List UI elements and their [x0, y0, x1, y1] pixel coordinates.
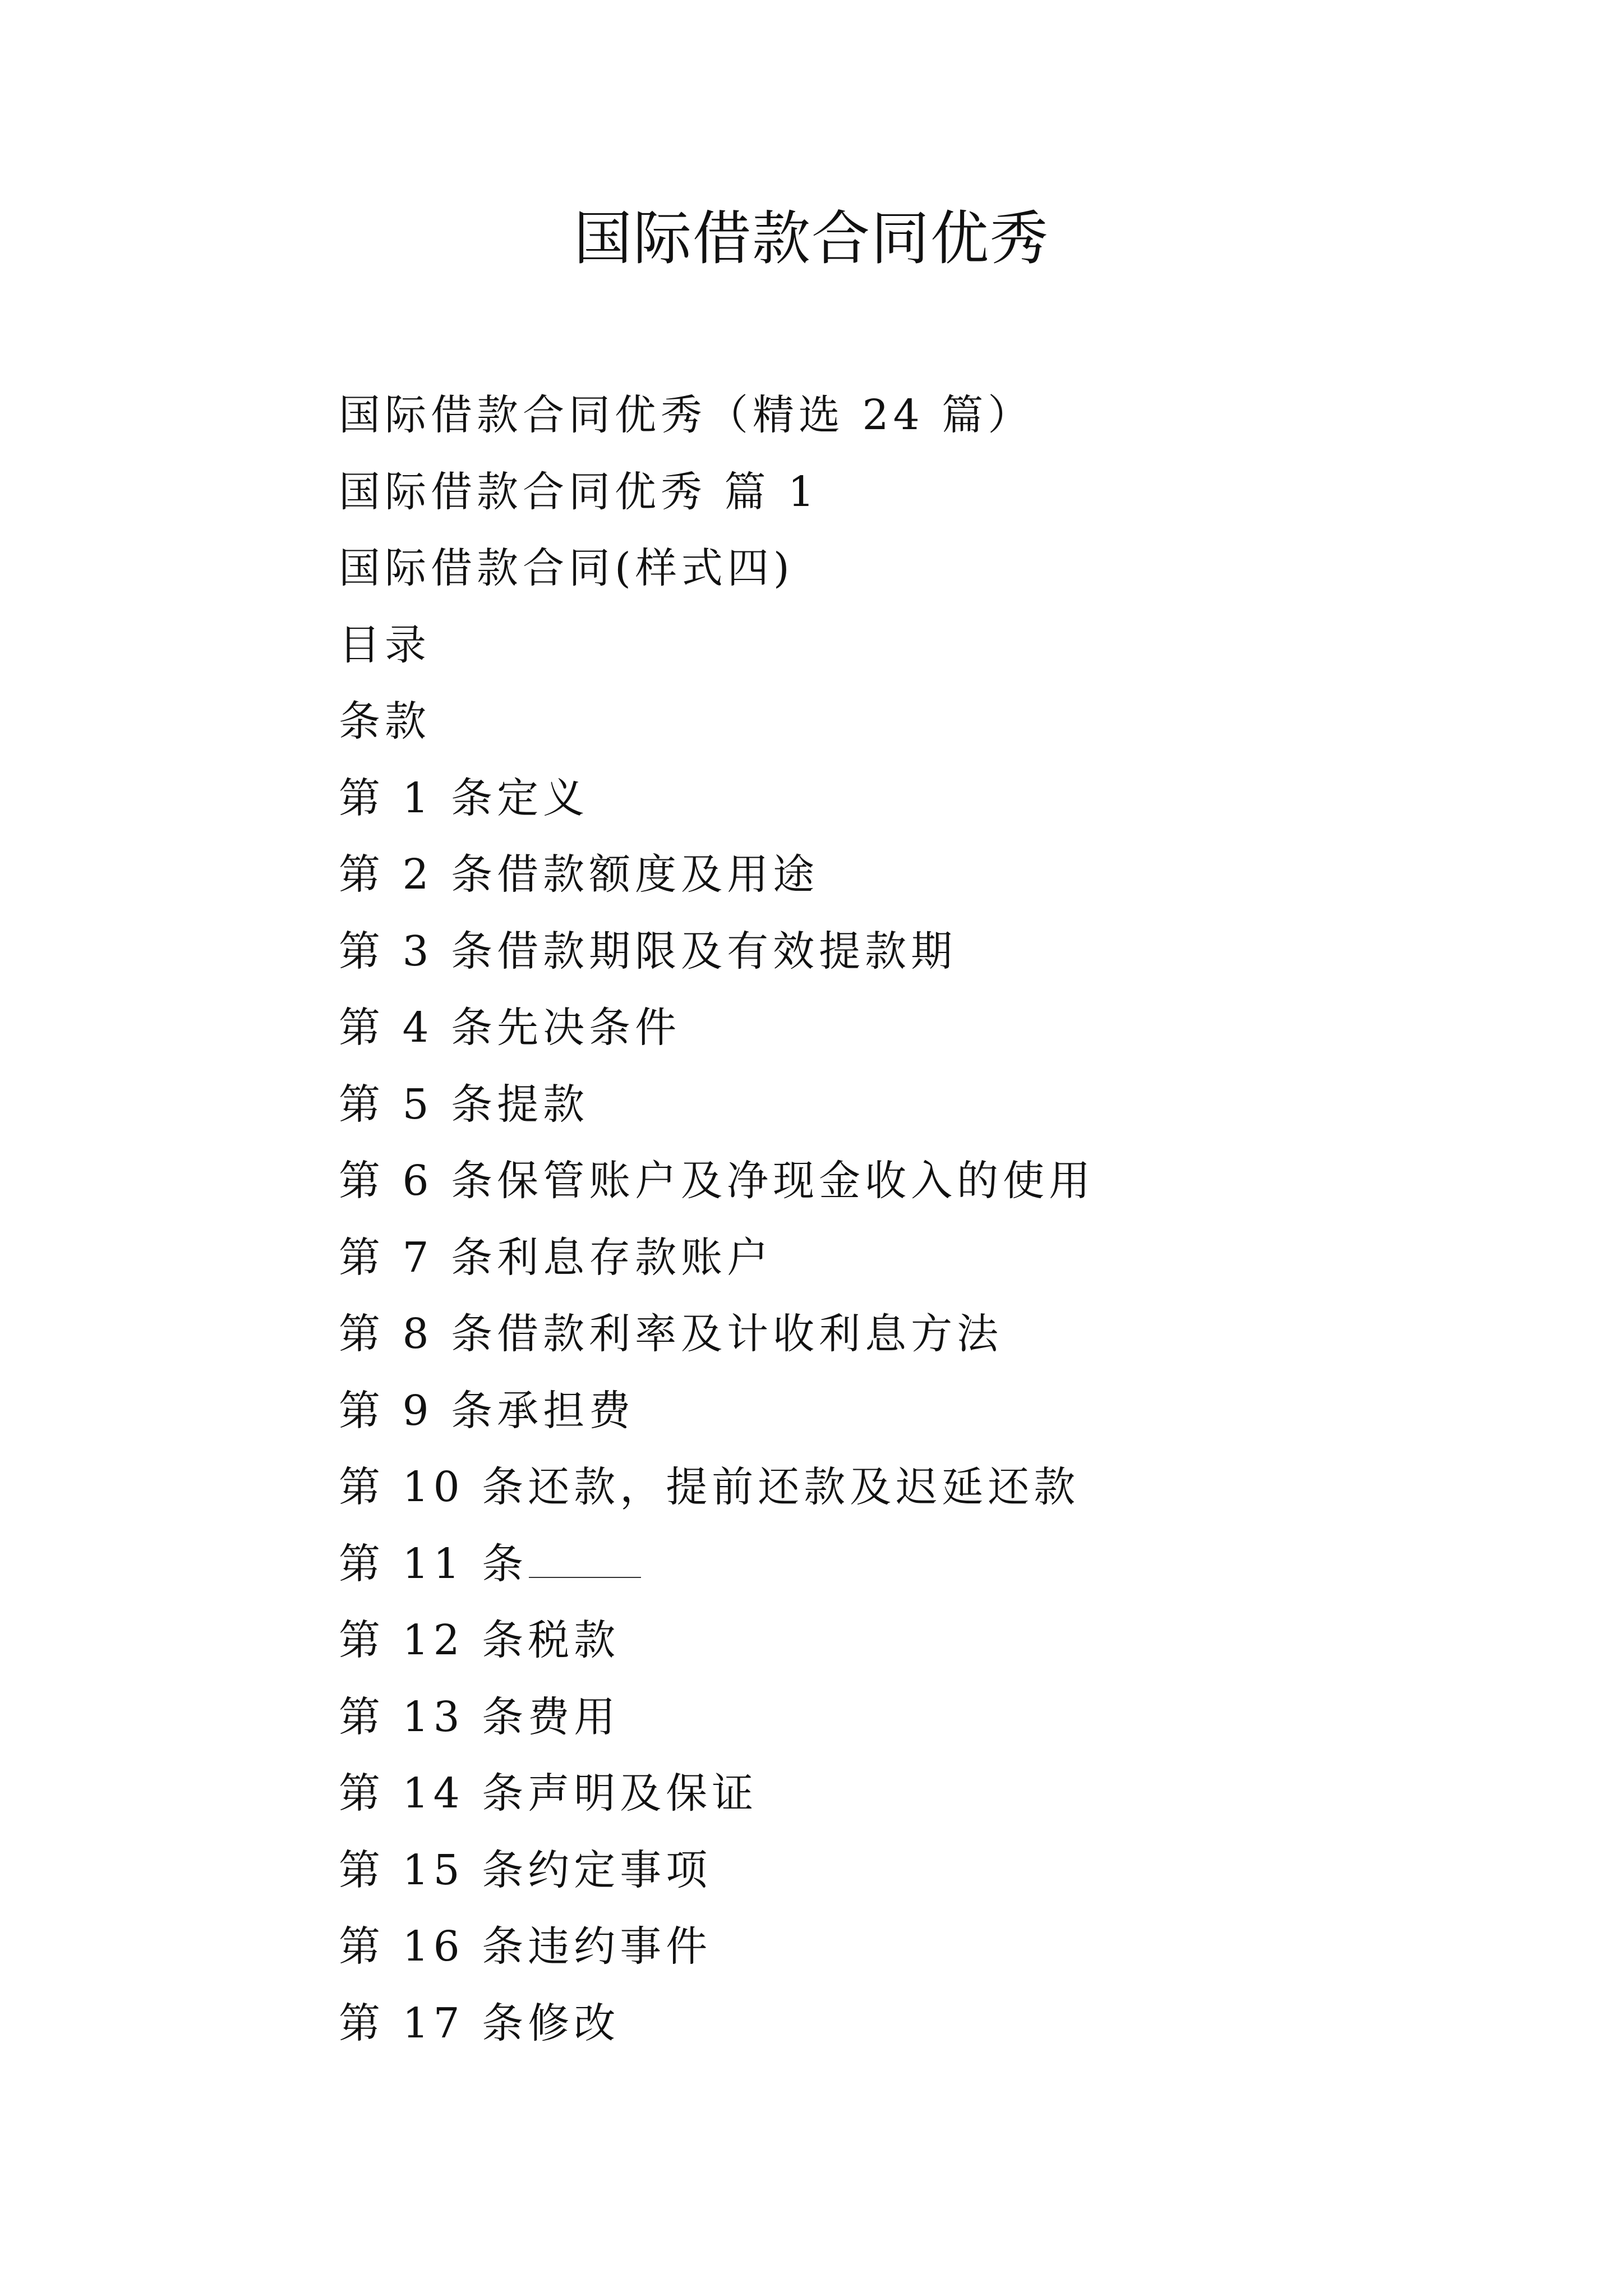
- section-heading: 国际借款合同优秀 篇 1: [339, 467, 819, 516]
- toc-item-article-10: 第 10 条还款，提前还款及迟延还款: [339, 1463, 1080, 1511]
- toc-item-article-7: 第 7 条利息存款账户: [339, 1233, 773, 1282]
- clauses-heading: 条款: [339, 697, 431, 746]
- toc-item-article-1: 第 1 条定义: [339, 774, 589, 822]
- toc-item-article-15: 第 15 条约定事项: [339, 1846, 712, 1894]
- toc-item-article-11-label: 第 11 条: [339, 1539, 528, 1588]
- toc-item-article-17: 第 17 条修改: [339, 1999, 620, 2047]
- toc-item-article-14: 第 14 条声明及保证: [339, 1769, 758, 1818]
- toc-item-article-5: 第 5 条提款: [339, 1080, 589, 1129]
- toc-item-article-11: [339, 1526, 1516, 1603]
- toc-item-article-13: 第 13 条费用: [339, 1692, 620, 1741]
- toc-item-article-9: 第 9 条承担费: [339, 1386, 635, 1435]
- toc-item-article-6: 第 6 条保管账户及净现金收入的使用: [339, 1157, 1095, 1205]
- toc-item-article-3: 第 3 条借款期限及有效提款期: [339, 927, 957, 976]
- document-title: 国际借款合同优秀: [573, 204, 1049, 273]
- contract-style-heading: 国际借款合同(样式四): [339, 544, 794, 592]
- toc-item-article-12: 第 12 条税款: [339, 1616, 620, 1664]
- toc-heading: 目录: [339, 620, 431, 669]
- toc-item-article-8: 第 8 条借款利率及计收利息方法: [339, 1310, 1003, 1358]
- subtitle-line: 国际借款合同优秀（精选 24 篇）: [339, 391, 1034, 439]
- toc-item-article-16: 第 16 条违约事件: [339, 1922, 712, 1971]
- blank-fill-line: [529, 1535, 641, 1578]
- toc-item-article-2: 第 2 条借款额度及用途: [339, 850, 819, 899]
- toc-item-article-4: 第 4 条先决条件: [339, 1004, 681, 1052]
- document-body: [339, 377, 1516, 2062]
